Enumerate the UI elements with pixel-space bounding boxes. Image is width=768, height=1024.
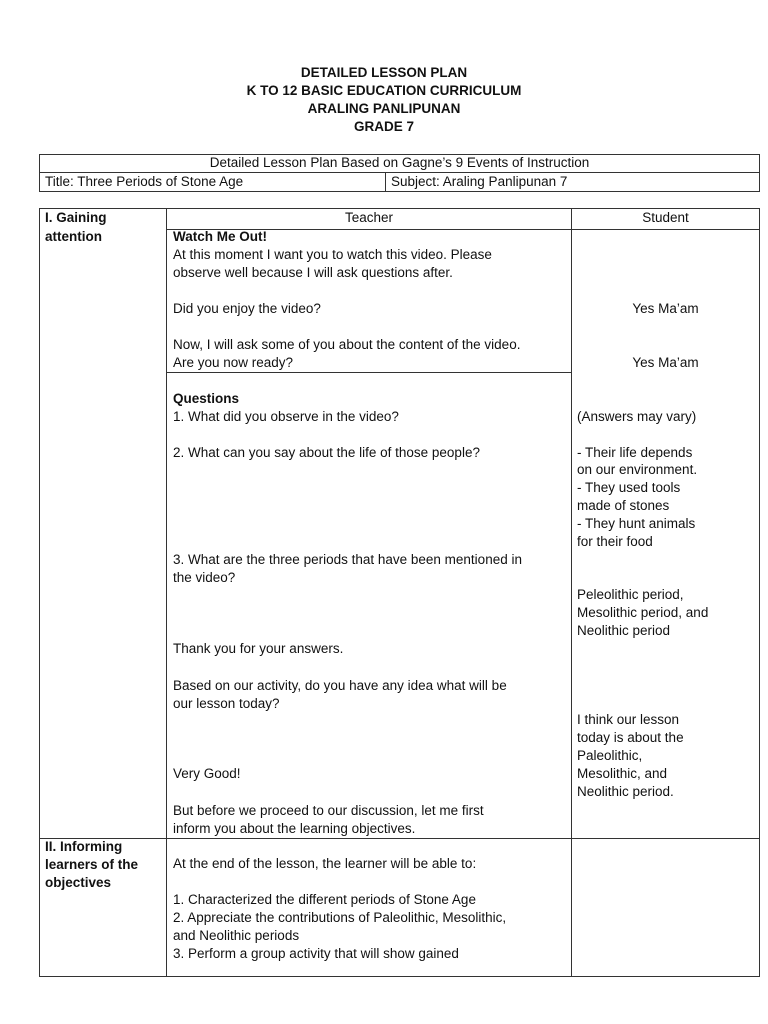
doc-subtitle-grade: GRADE 7	[353, 119, 414, 134]
question-item: the video?	[173, 570, 236, 585]
teacher-text: But before we proceed to our discussion, let me first	[173, 803, 484, 818]
student-answer: I think our lesson	[577, 712, 680, 727]
section1-label-line2: attention	[45, 229, 102, 244]
teacher-text: Very Good!	[173, 766, 241, 781]
student-answer: - They hunt animals	[577, 516, 696, 531]
objective-item: 2. Appreciate the contributions of Paleolithic, Mesolithic,	[173, 910, 507, 925]
col-header-teacher: Teacher	[344, 210, 394, 225]
teacher-text: Did you enjoy the video?	[173, 301, 321, 316]
teacher-text: Based on our activity, do you have any idea what will be	[173, 678, 507, 693]
teacher-text: Are you now ready?	[173, 355, 294, 370]
student-answer: made of stones	[577, 498, 670, 513]
teacher-text: our lesson today?	[173, 696, 280, 711]
section2-label-line3: objectives	[45, 875, 112, 890]
col-header-student: Student	[642, 210, 689, 225]
doc-title: DETAILED LESSON PLAN	[300, 65, 468, 80]
objectives-intro: At the end of the lesson, the learner will be able to:	[173, 856, 477, 871]
student-answer: Yes Ma’am	[632, 355, 699, 370]
lesson-subject: Subject: Araling Panlipunan 7	[391, 174, 568, 189]
teacher-text: At this moment I want you to watch this video. Please	[173, 247, 492, 262]
student-answer: Neolithic period	[577, 623, 671, 638]
questions-title: Questions	[173, 391, 240, 406]
student-answer: - They used tools	[577, 480, 681, 495]
doc-subtitle-curriculum: K TO 12 BASIC EDUCATION CURRICULUM	[246, 83, 522, 98]
watch-title: Watch Me Out!	[173, 229, 267, 244]
doc-subtitle-subject: ARALING PANLIPUNAN	[307, 101, 461, 116]
student-answer: for their food	[577, 534, 653, 549]
question-item: 1. What did you observe in the video?	[173, 409, 399, 424]
objective-item: 3. Perform a group activity that will show gained	[173, 946, 459, 961]
info-caption: Detailed Lesson Plan Based on Gagne’s 9 Events of Instruction	[209, 155, 590, 170]
teacher-text: Thank you for your answers.	[173, 641, 344, 656]
student-answer: Yes Ma’am	[632, 301, 699, 316]
student-answer: Neolithic period.	[577, 784, 674, 799]
teacher-text: Now, I will ask some of you about the content of the video.	[173, 337, 521, 352]
question-item: 2. What can you say about the life of those people?	[173, 445, 480, 460]
student-answer: - Their life depends	[577, 445, 693, 460]
question-item: 3. What are the three periods that have been mentioned in	[173, 552, 522, 567]
student-answer: Mesolithic, and	[577, 766, 668, 781]
lesson-title: Title: Three Periods of Stone Age	[45, 174, 244, 189]
section2-label-line2: learners of the	[45, 857, 139, 872]
objective-item: and Neolithic periods	[173, 928, 300, 943]
teacher-text: observe well because I will ask questions after.	[173, 265, 453, 280]
student-answer: on our environment.	[577, 462, 698, 477]
teacher-text: inform you about the learning objectives.	[173, 821, 416, 836]
student-answer: today is about the	[577, 730, 684, 745]
student-answer: Mesolithic period, and	[577, 605, 709, 620]
objective-item: 1. Characterized the different periods of Stone Age	[173, 892, 476, 907]
section2-label-line1: II. Informing	[45, 839, 123, 854]
student-answer: Paleolithic,	[577, 748, 643, 763]
student-answer: (Answers may vary)	[577, 409, 697, 424]
student-answer: Peleolithic period,	[577, 587, 684, 602]
section1-label-line1: I. Gaining	[45, 210, 107, 225]
